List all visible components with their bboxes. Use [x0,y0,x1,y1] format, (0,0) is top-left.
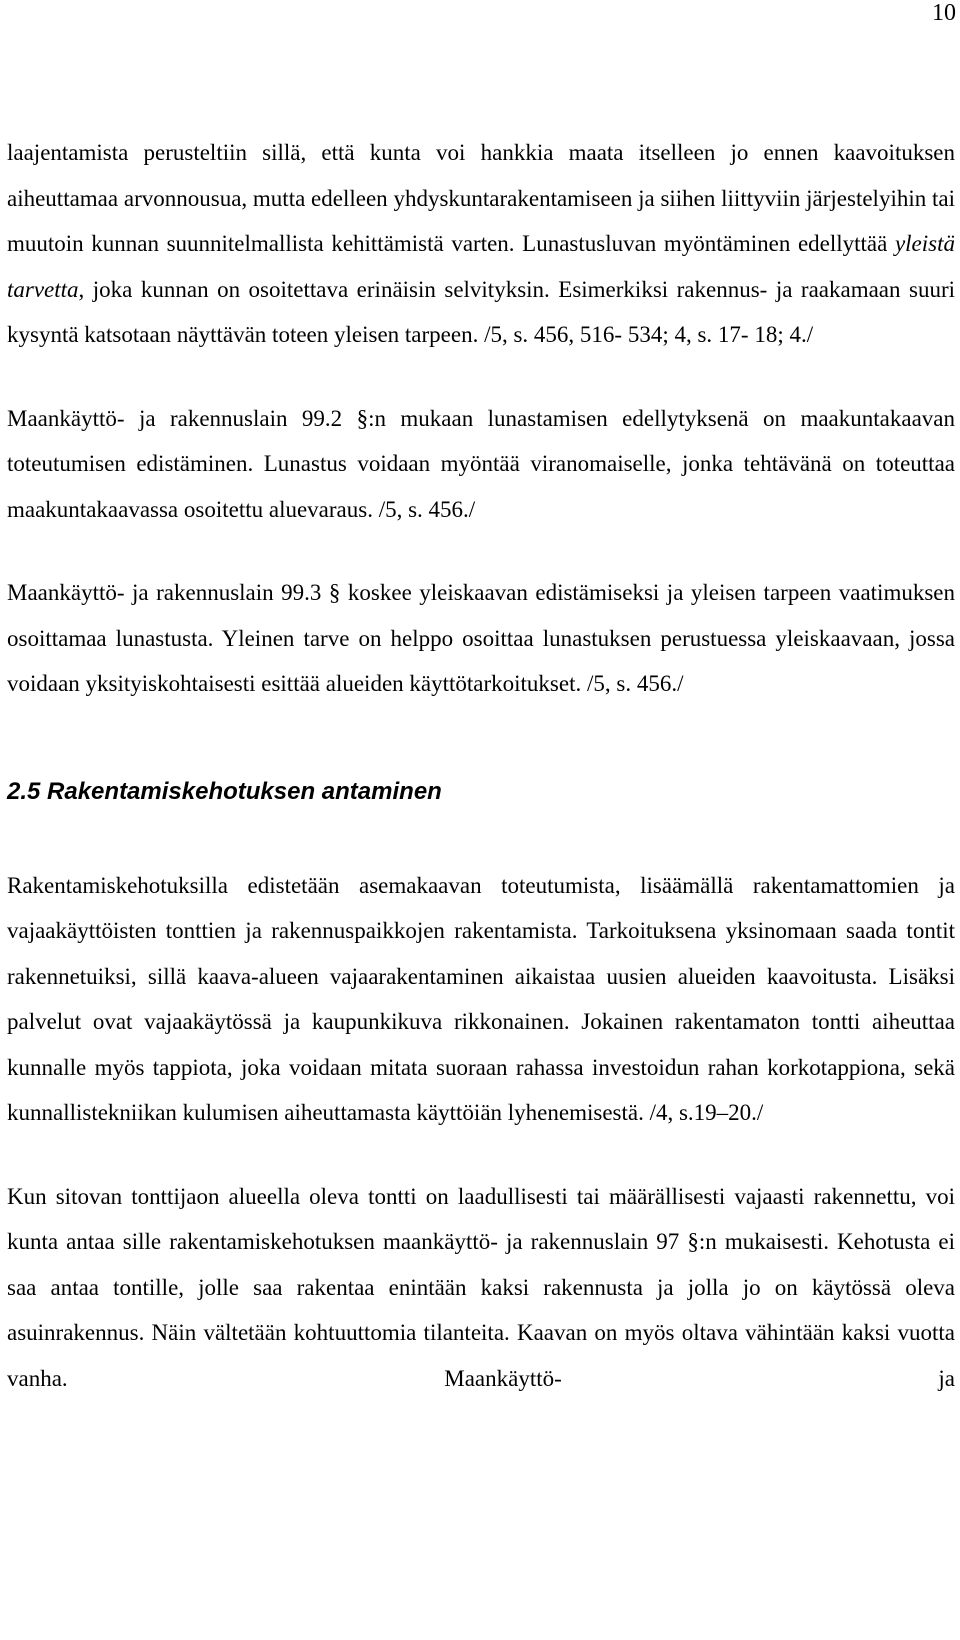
paragraph-section-99-3: Maankäyttö- ja rakennuslain 99.3 § koskee yleiskaavan edistämiseksi ja yleisen tarpeen vaatimuksen osoittamaa lunastusta. Yleinen tarve on helppo osoittaa lunastuksen perustuessa yleiskaavaan, jossa voidaan yksityiskohtaisesti esittää alueiden käyttötarkoitukset. /5, s. 456./ [7,580,955,696]
paragraph-building-orders: Rakentamiskehotuksilla edistetään asemakaavan toteutumista, lisäämällä rakentamattomien ja vajaakäyttöisten tonttien ja rakennuspaikkojen rakentamista. Tarkoituksena yksinomaan saada tontit rakennetuiksi, sillä kaava-alueen vajaarakentaminen aikaistaa uusien alueiden kaavoitusta. Lisäksi palvelut ovat vajaakäytössä ja kaupunkikuva rikkonainen. Jokainen rakentamaton tontti aiheuttaa kunnalle myös tappiota, joka voidaan mitata suoraan rahassa investoidun rahan korkotappiona, sekä kunnallistekniikan kulumisen aiheuttamasta käyttöiän lyhenemisestä. /4, s.19–20./ [7,872,955,1125]
document-body [7,130,955,1401]
paragraph-plot-division: Kun sitovan tonttijaon alueella oleva tontti on laadullisesti tai määrällisesti vajaasti rakennettu, voi kunta antaa sille rakentamiskehotuksen maankäyttö- ja rakennuslain 97 §:n mukaisesti. Kehotusta ei saa antaa tontille, jolle saa rakentaa enintään kaksi rakennusta ja jolla jo on käytössä oleva asuinrakennus. Näin vältetään kohtuuttomia tilanteita. Kaavan on myös oltava vähintään kaksi vuotta vanha. Maankäyttö- ja [7,1183,955,1391]
section-heading: 2.5 Rakentamiskehotuksen antaminen [7,777,442,805]
page-number: 10 [932,0,956,26]
emphasis-text: yleistä tarvetta [7,231,955,302]
paragraph-text: , joka kunnan on osoitettava erinäisin selvityksin. Esimerkiksi rakennus- ja raakamaan suuri kysyntä katsotaan näyttävän toteen yleisen tarpeen. /5, s. 456, 516- 534; 4, s. 17- 18; 4./ [7,276,955,347]
paragraph-text: laajentamista perusteltiin sillä, että kunta voi hankkia maata itselleen jo ennen kaavoituksen aiheuttamaa arvonnousua, mutta edelleen yhdyskuntarakentamiseen ja siihen liittyviin järjestelyihin tai muutoin kunnan suunnitelmallista kehittämistä varten. Lunastusluvan myöntäminen edellyttää [7,140,955,256]
paragraph-section-99-2: Maankäyttö- ja rakennuslain 99.2 §:n mukaan lunastamisen edellytyksenä on maakuntakaavan toteutumisen edistäminen. Lunastus voidaan myöntää viranomaiselle, jonka tehtävänä on toteuttaa maakuntakaavassa osoitettu aluevaraus. /5, s. 456./ [7,405,955,522]
paragraph-land-acquisition [7,130,955,358]
